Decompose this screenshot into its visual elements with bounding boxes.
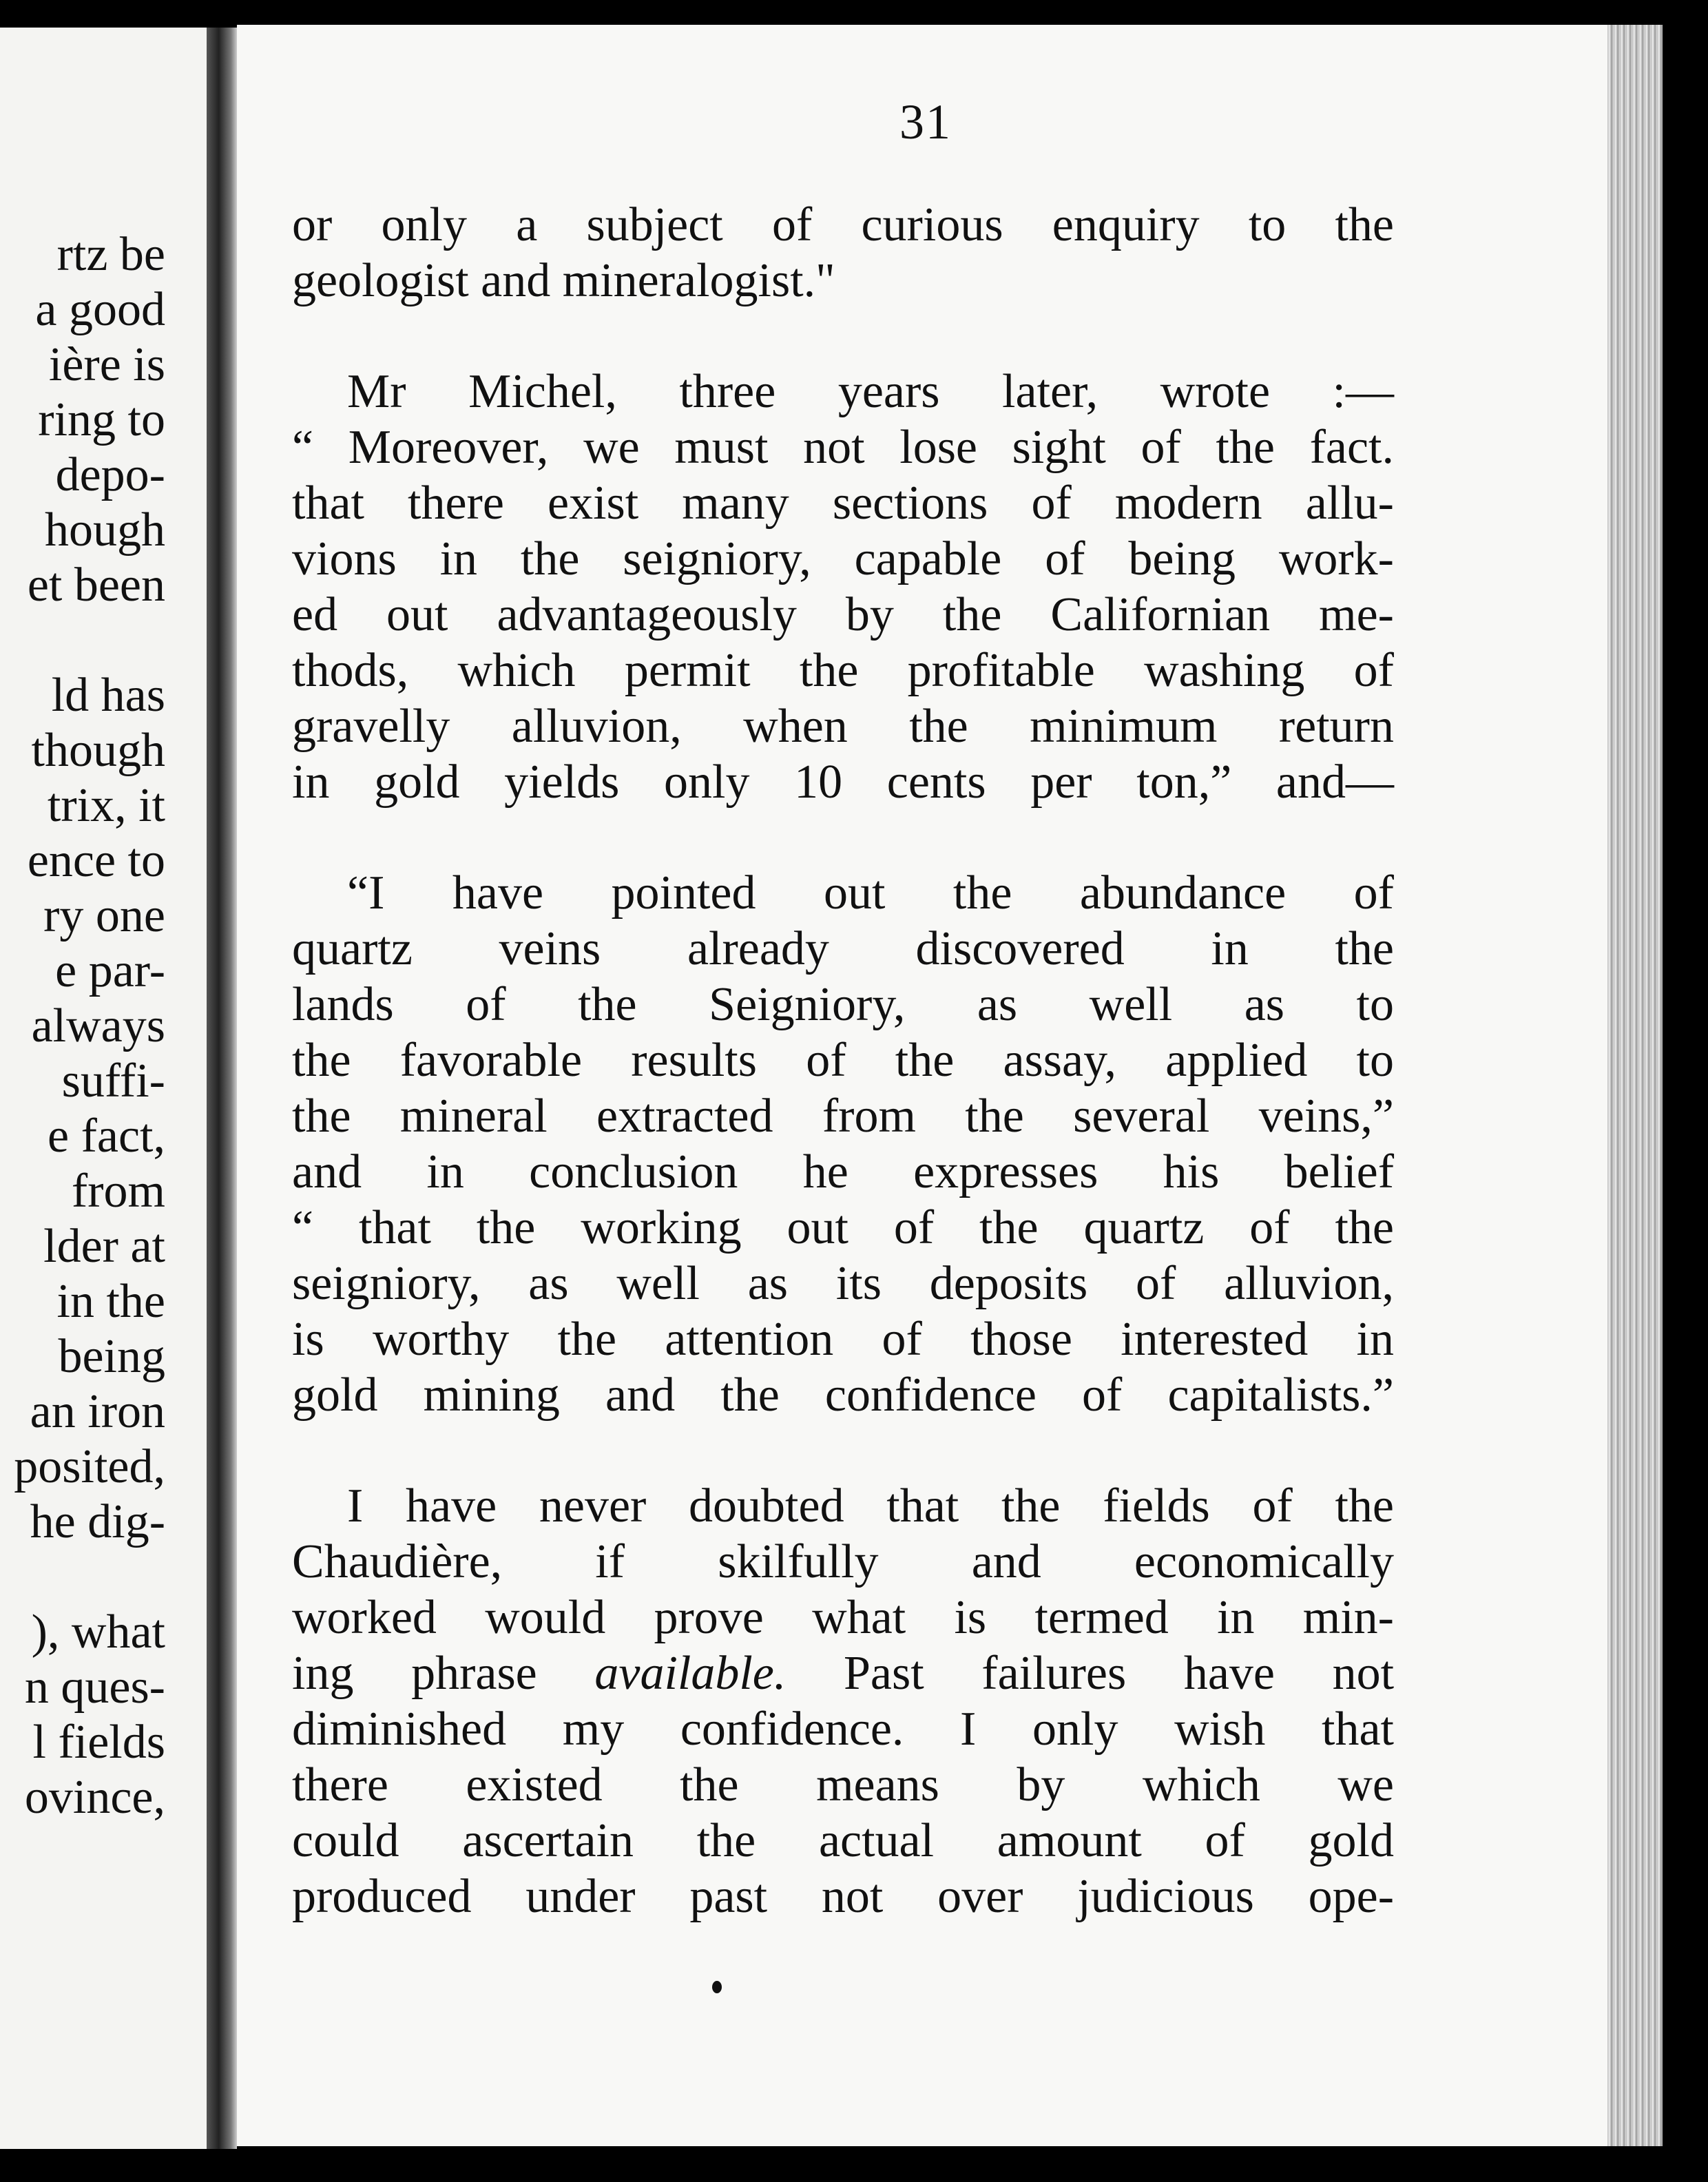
- right-page: [237, 25, 1607, 2146]
- text-line: and in conclusion he expresses his belief: [292, 1145, 1394, 1198]
- left-page-line: rtz be: [56, 228, 165, 281]
- text-line: diminished my confidence. I only wish that: [292, 1703, 1394, 1756]
- text-line: seigniory, as well as its deposits of alluvion,: [292, 1257, 1394, 1310]
- left-page-line: e fact,: [48, 1110, 165, 1163]
- text-line: “ that the working out of the quartz of the: [292, 1201, 1394, 1254]
- scan-border-bottom: [0, 2149, 1708, 2182]
- text-line: vions in the seigniory, capable of being work-: [292, 532, 1394, 585]
- text-line: I have never doubted that the fields of the: [347, 1479, 1394, 1532]
- left-page-line: ière is: [48, 338, 165, 391]
- text-line: lands of the Seigniory, as well as to: [292, 978, 1394, 1031]
- page-edges: [1607, 25, 1663, 2146]
- text-line: quartz veins already discovered in the: [292, 922, 1394, 975]
- left-page-line: though: [31, 724, 165, 777]
- text-line: “I have pointed out the abundance of: [347, 866, 1394, 919]
- text-line: is worthy the attention of those interested in: [292, 1313, 1394, 1366]
- text-segment: ing phrase: [292, 1647, 537, 1700]
- text-line: gold mining and the confidence of capitalists.”: [292, 1369, 1394, 1422]
- left-page-line: posited,: [14, 1440, 165, 1493]
- text-line: worked would prove what is termed in min-: [292, 1591, 1394, 1644]
- text-segment: Past failures have not: [844, 1647, 1395, 1700]
- text-line: thods, which permit the profitable washing of: [292, 644, 1394, 697]
- left-page-line: ), what: [31, 1606, 165, 1659]
- left-page-line: hough: [45, 503, 165, 557]
- left-page-line: ovince,: [24, 1771, 165, 1824]
- left-page-line: et been: [27, 559, 165, 612]
- book-gutter: [207, 28, 237, 2149]
- ink-blot: [712, 1981, 722, 1993]
- text-line: Mr Michel, three years later, wrote :—: [347, 365, 1394, 418]
- text-line: produced under past not over judicious ope-: [292, 1870, 1394, 1923]
- scan-border-right: [1663, 0, 1708, 2182]
- text-line: gravelly alluvion, when the minimum return: [292, 700, 1394, 753]
- text-line-with-italic: [292, 1645, 1394, 1701]
- text-line: that there exist many sections of modern allu-: [292, 477, 1394, 530]
- text-line: ed out advantageously by the Californian me-: [292, 588, 1394, 641]
- left-page-line: e par-: [55, 944, 165, 997]
- left-page-line: ring to: [38, 393, 165, 446]
- left-page-line: in the: [56, 1275, 165, 1328]
- left-page-line: ld has: [51, 669, 165, 722]
- left-page-line: depo-: [55, 448, 165, 501]
- left-page-line: ry one: [43, 889, 165, 942]
- left-page-line: he dig-: [30, 1495, 165, 1548]
- left-page-line: from: [71, 1165, 165, 1218]
- left-page-line: always: [31, 999, 165, 1052]
- text-line: or only a subject of curious enquiry to the: [292, 198, 1394, 251]
- left-page-line: lder at: [43, 1220, 165, 1273]
- text-line: the mineral extracted from the several veins,”: [292, 1090, 1394, 1143]
- text-line: geologist and mineralogist.": [292, 254, 835, 307]
- text-line: there existed the means by which we: [292, 1758, 1394, 1811]
- text-line: Chaudière, if skilfully and economically: [292, 1535, 1394, 1588]
- text-line: in gold yields only 10 cents per ton,” and—: [292, 756, 1394, 809]
- left-page-line: ence to: [27, 834, 165, 887]
- left-page-line: n ques-: [24, 1661, 165, 1714]
- page-number: 31: [899, 94, 952, 149]
- text-line: the favorable results of the assay, applied to: [292, 1034, 1394, 1087]
- italic-word: available.: [594, 1647, 787, 1700]
- text-line: could ascertain the actual amount of gold: [292, 1814, 1394, 1867]
- left-page-line: an iron: [30, 1385, 165, 1438]
- left-page-line: trix, it: [47, 779, 165, 832]
- left-page-fragment: [0, 28, 207, 2149]
- body-text: [292, 197, 1394, 1924]
- left-page-line: suffi-: [61, 1054, 165, 1108]
- left-page-line: being: [58, 1330, 165, 1383]
- text-line: “ Moreover, we must not lose sight of the fact.: [292, 421, 1394, 474]
- left-page-line: l fields: [32, 1716, 165, 1769]
- left-page-line: a good: [35, 283, 165, 336]
